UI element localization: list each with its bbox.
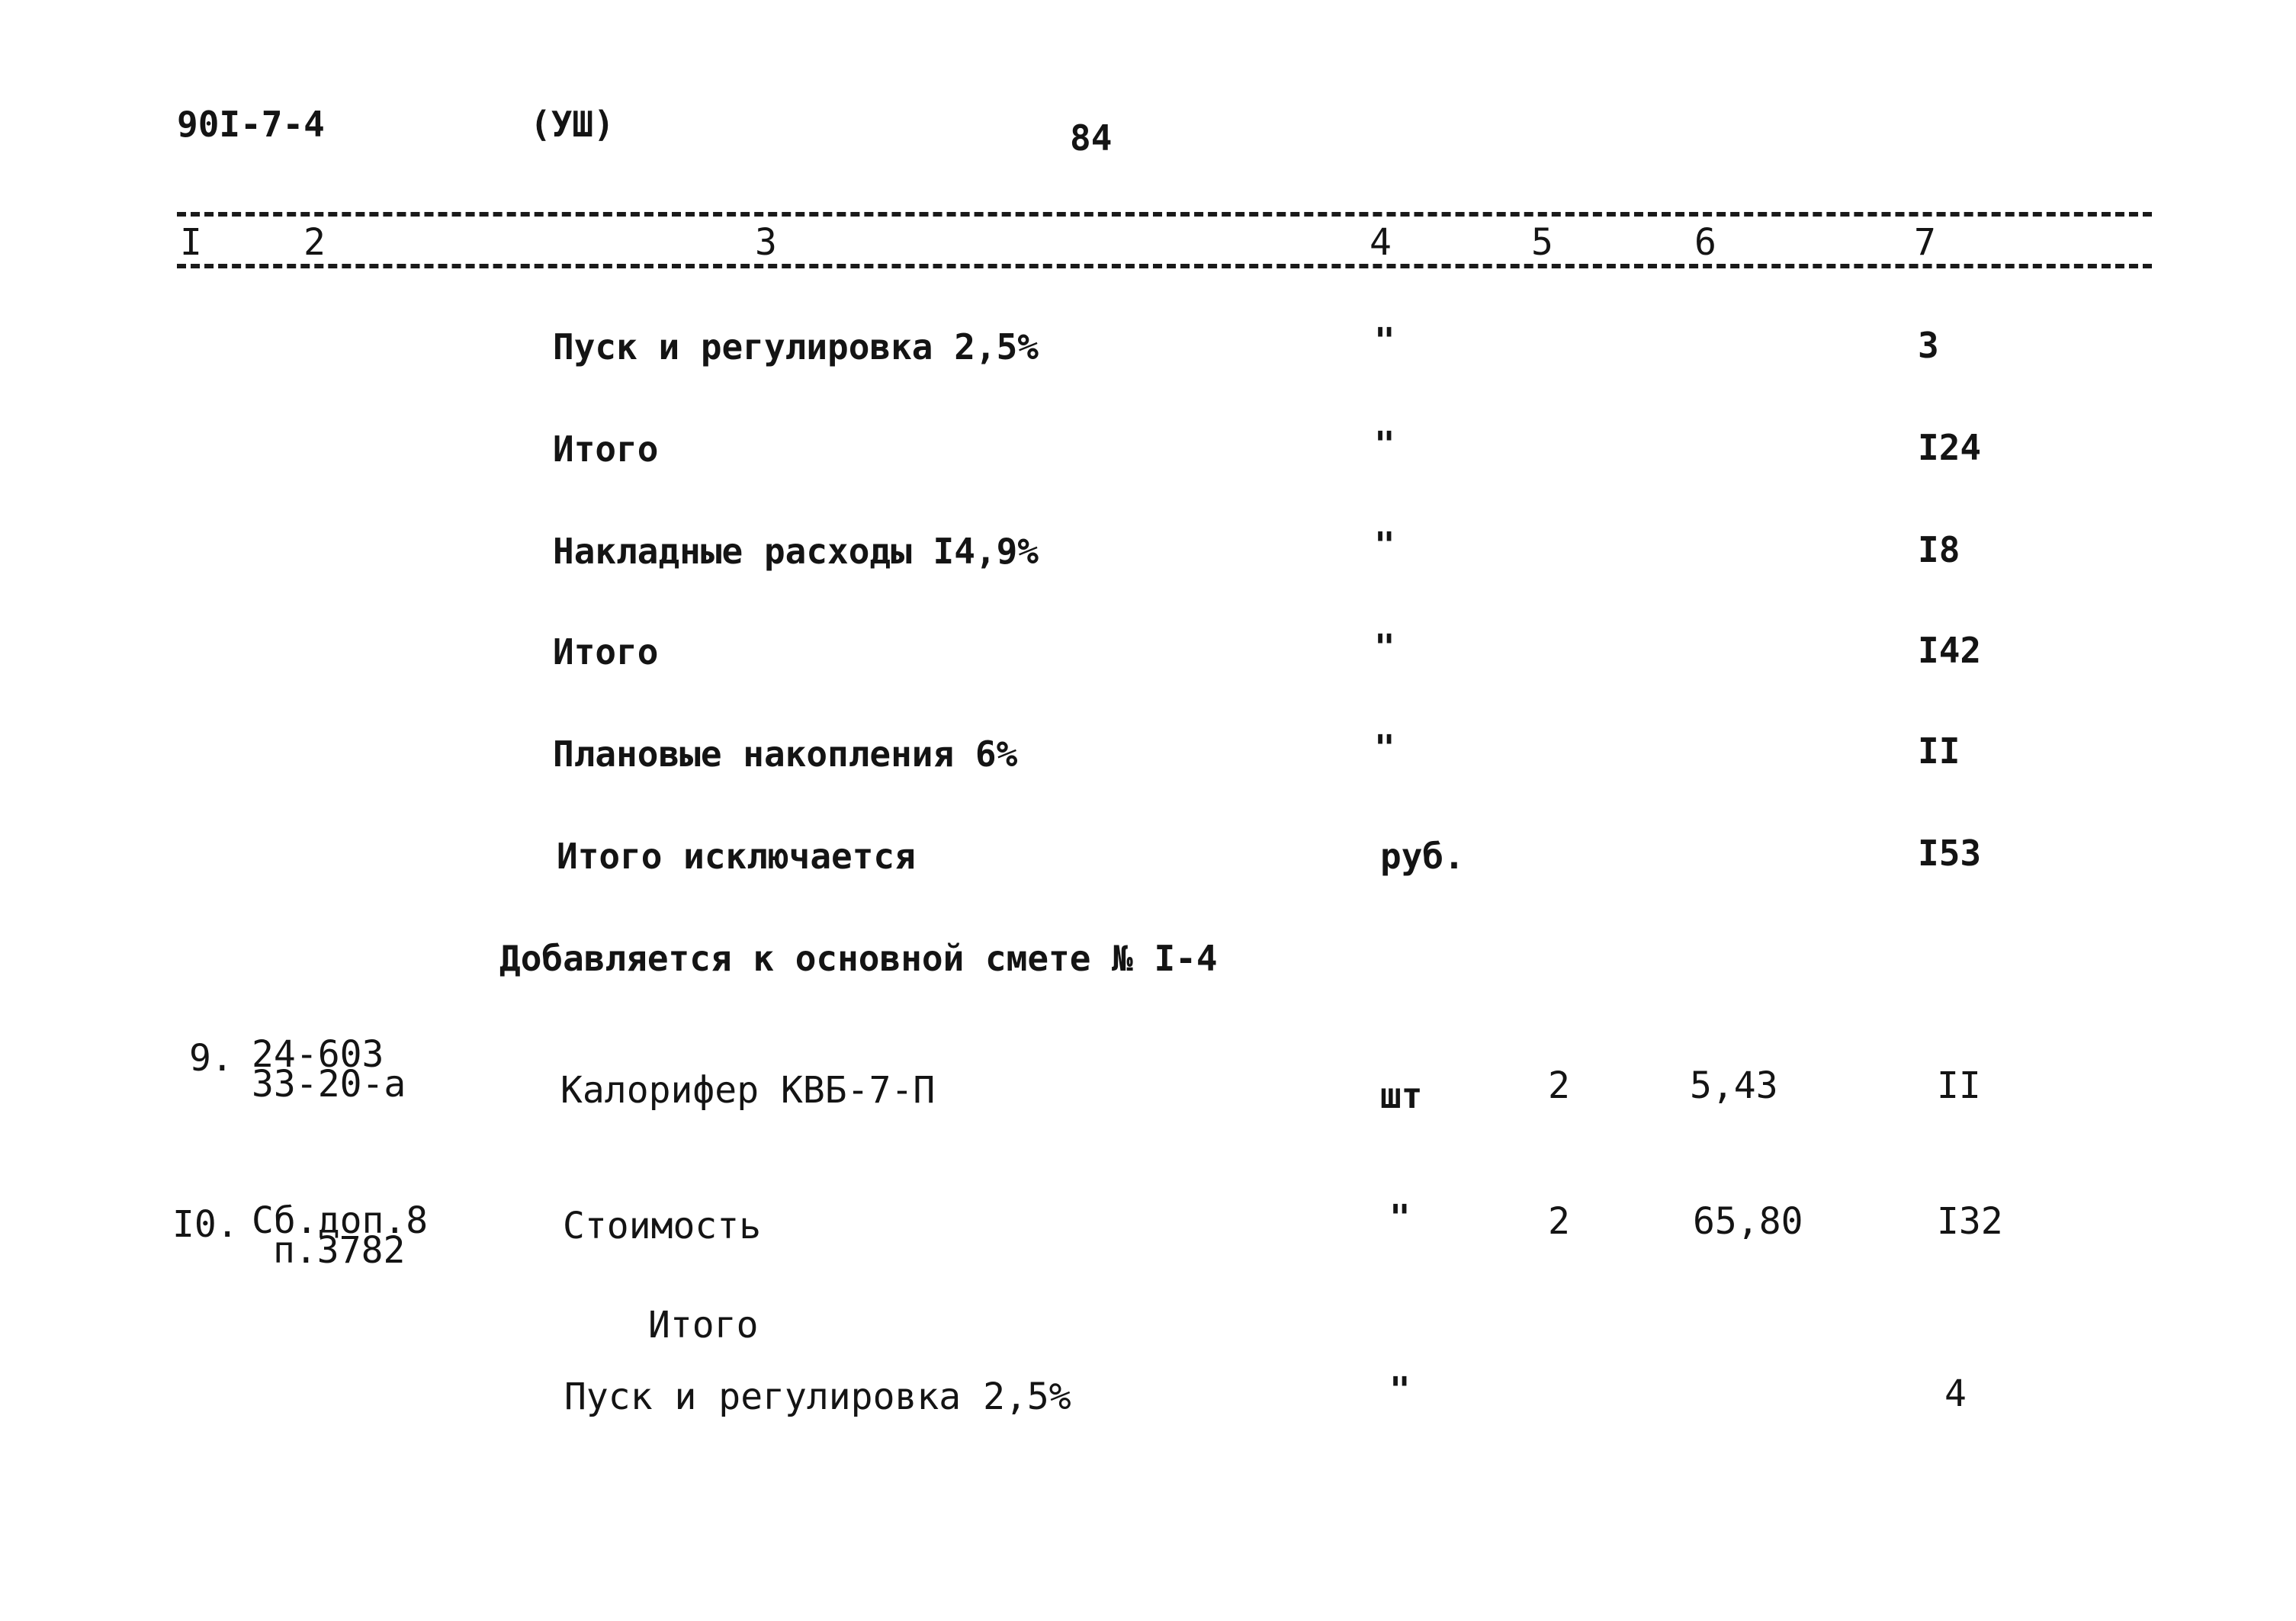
column-header-3: 3 — [755, 221, 777, 264]
item-quantity: 2 — [1548, 1200, 1570, 1243]
section-label: (УШ) — [530, 104, 615, 145]
row-description: Плановые накопления 6% — [553, 733, 1018, 775]
row-unit: " — [1374, 525, 1395, 566]
row-description: Накладные расходы I4,9% — [553, 531, 1039, 572]
row-total: I53 — [1918, 833, 1982, 874]
row-total: II — [1918, 730, 1960, 772]
subtotal-label: Итого — [648, 1304, 759, 1347]
row-total: I8 — [1918, 529, 1960, 570]
row-total: I24 — [1918, 427, 1982, 468]
row-total: I42 — [1918, 630, 1982, 671]
column-header-5: 5 — [1531, 221, 1553, 264]
item-number: I0. — [172, 1203, 239, 1246]
page-number: 84 — [1070, 117, 1113, 159]
item-total: I32 — [1937, 1200, 2003, 1243]
row-unit: " — [1374, 727, 1395, 769]
item-unit: шт — [1380, 1075, 1423, 1116]
row-unit: " — [1389, 1369, 1411, 1411]
row-unit: " — [1374, 627, 1395, 668]
column-header-4: 4 — [1370, 221, 1392, 264]
row-total: 4 — [1944, 1372, 1967, 1415]
item-number: 9. — [189, 1037, 233, 1080]
column-header-7: 7 — [1914, 221, 1936, 264]
item-price: 5,43 — [1690, 1064, 1778, 1107]
row-unit: " — [1374, 320, 1395, 361]
section-heading: Добавляется к основной смете № I-4 — [499, 938, 1218, 979]
item-code-line: п.3782 — [273, 1229, 406, 1273]
document-code: 90I-7-4 — [177, 104, 325, 145]
row-description: Пуск и регулировка 2,5% — [564, 1375, 1071, 1418]
row-description: Итого — [553, 429, 659, 470]
item-total: II — [1937, 1064, 1981, 1107]
item-code-line: Сб.доп.8 — [252, 1199, 429, 1242]
item-code-line: 33-20-а — [252, 1063, 406, 1106]
column-header-2: 2 — [303, 221, 326, 264]
column-header-6: 6 — [1694, 221, 1716, 264]
row-total: 3 — [1918, 325, 1939, 366]
row-description: Итого — [553, 631, 659, 672]
item-description: Калорифер КВБ-7-П — [560, 1069, 936, 1112]
table-top-rule — [177, 212, 2152, 217]
item-code — [252, 1199, 429, 1273]
item-description: Стоимость — [563, 1205, 762, 1247]
item-price: 65,80 — [1693, 1200, 1803, 1243]
row-unit: " — [1374, 424, 1395, 465]
row-description: Итого исключается — [557, 836, 916, 877]
item-unit: " — [1389, 1197, 1411, 1238]
row-description: Пуск и регулировка 2,5% — [553, 326, 1039, 368]
row-unit: руб. — [1380, 836, 1465, 877]
item-code-line: 24-603 — [252, 1033, 384, 1076]
column-header-1: I — [180, 221, 202, 264]
item-quantity: 2 — [1548, 1064, 1570, 1107]
item-code — [252, 1033, 406, 1106]
table-header-rule — [177, 264, 2152, 268]
